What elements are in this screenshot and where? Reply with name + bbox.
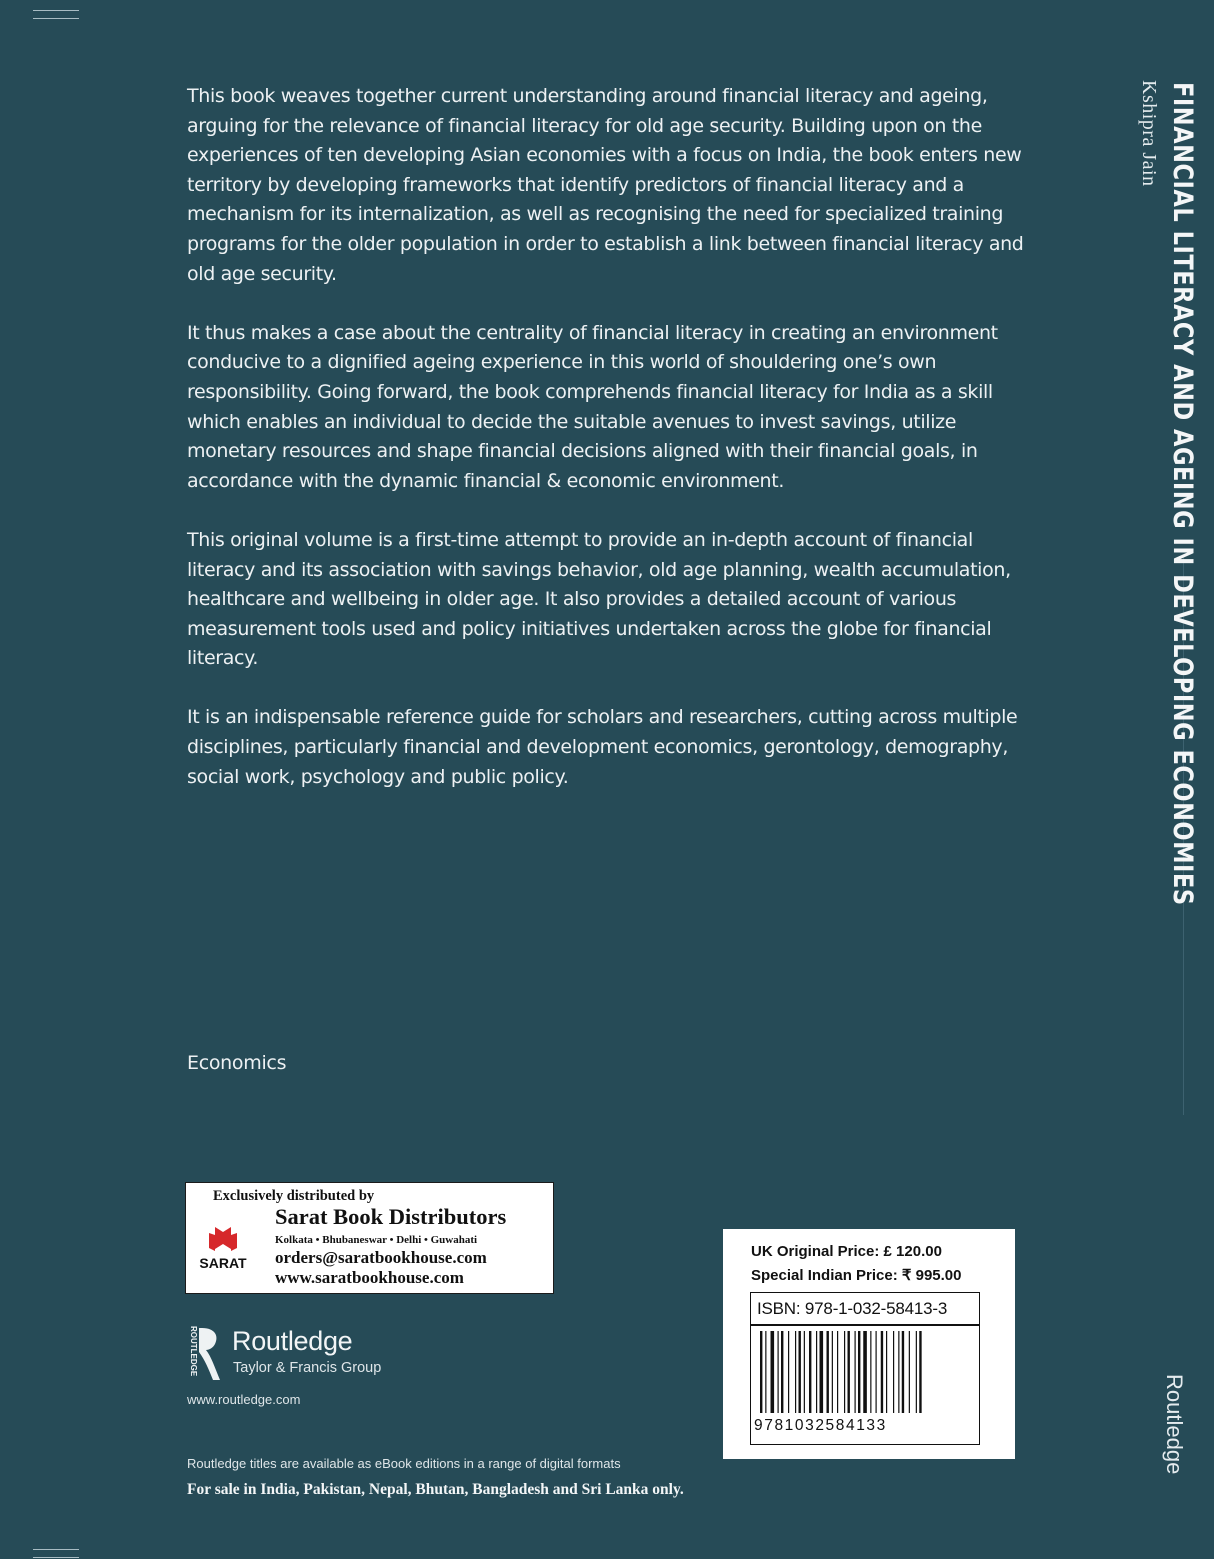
barcode-bar	[893, 1331, 894, 1413]
barcode-bar	[898, 1331, 899, 1413]
isbn-text: ISBN: 978-1-032-58413-3	[757, 1299, 948, 1318]
ebook-note: Routledge titles are available as eBook editions in a range of digital formats	[187, 1456, 621, 1471]
spine-author: Kshipra Jain	[1138, 80, 1160, 187]
barcode-bar	[804, 1331, 805, 1413]
routledge-logo-icon	[185, 1324, 221, 1382]
trim-mark-bottom	[33, 1549, 79, 1558]
routledge-vertical-mark: ROUTLEDGE	[189, 1326, 198, 1377]
barcode-bar	[855, 1331, 856, 1413]
barcode-bar	[765, 1331, 766, 1413]
barcode-bar	[809, 1331, 811, 1413]
barcode-bar	[863, 1331, 867, 1413]
barcode-bar	[788, 1331, 789, 1413]
publisher-name: Routledge	[232, 1326, 353, 1356]
distributor-email: orders@saratbookhouse.com	[275, 1248, 487, 1267]
barcode-bar	[876, 1331, 877, 1413]
barcode-bar	[902, 1331, 904, 1413]
barcode-icon	[758, 1331, 972, 1413]
barcode-bar	[832, 1331, 833, 1413]
trim-mark-top	[33, 10, 79, 19]
distributor-website: www.saratbookhouse.com	[275, 1268, 464, 1287]
back-cover-blurb	[187, 82, 1037, 822]
barcode-bar	[795, 1331, 796, 1413]
distributor-label	[185, 1182, 554, 1294]
barcode-bar	[881, 1331, 883, 1413]
price-sticker	[723, 1229, 1015, 1459]
blurb-paragraph: It thus makes a case about the centrality of financial literacy in creating an environment conducive to a dignified ageing experience in this world of shouldering one’s own responsibility. Going forward, the book comprehends financial literacy for India as a skill which enables an individual to decide the suitable avenues to invest savings, utilize monetary resources and shape financial decisions aligned with their financial goals, in accordance with the dynamic financial & economic environment.	[187, 321, 998, 492]
barcode-bar	[760, 1331, 762, 1413]
barcode-bar	[820, 1331, 824, 1413]
spine-title: FINANCIAL LITERACY AND AGEING IN DEVELOPING ECONOMIES	[1167, 82, 1198, 906]
barcode-digits: 9781032584133	[754, 1417, 887, 1434]
barcode-bar	[816, 1331, 817, 1413]
barcode-bar	[848, 1331, 850, 1413]
barcode-bar	[919, 1331, 921, 1413]
barcode-bar	[886, 1331, 887, 1413]
barcode-bar	[771, 1331, 775, 1413]
barcode-bar	[909, 1331, 910, 1413]
blurb-paragraph: It is an indispensable reference guide for scholars and researchers, cutting across multiple disciplines, particularly financial and development economics, gerontology, demography, social work, psychology and public policy.	[187, 706, 1018, 788]
distributor-cities: Kolkata • Bhubaneswar • Delhi • Guwahati	[275, 1234, 478, 1246]
barcode-bar	[781, 1331, 783, 1413]
barcode-bar	[916, 1331, 917, 1413]
publisher-url: www.routledge.com	[187, 1392, 301, 1407]
spine-publisher: Routledge	[1162, 1374, 1187, 1475]
barcode-bar	[837, 1331, 838, 1413]
indian-price: Special Indian Price: ₹ 995.00	[751, 1267, 962, 1284]
sarat-logo-icon	[193, 1221, 261, 1273]
sale-territory-note: For sale in India, Pakistan, Nepal, Bhutan, Bangladesh and Sri Lanka only.	[187, 1481, 684, 1498]
distributor-name: Sarat Book Distributors	[275, 1204, 507, 1229]
isbn-barcode-panel	[750, 1292, 980, 1445]
barcode-bar	[844, 1331, 845, 1413]
uk-price: UK Original Price: £ 120.00	[751, 1243, 942, 1260]
barcode-bar	[799, 1331, 801, 1413]
blurb-paragraph: This book weaves together current understanding around financial literacy and ageing, arguing for the relevance of financial literacy for old age security. Building upon on the experiences of ten developing Asian economies with a focus on India, the book enters new territory by developing frameworks that identify predictors of financial literacy and a mechanism for its internalization, as well as recognising the need for specialized training programs for the older population in order to establish a link between financial literacy and old age security.	[187, 85, 1024, 285]
subject-category: Economics	[187, 1052, 287, 1074]
barcode-bar	[858, 1331, 860, 1413]
barcode-bar	[827, 1331, 829, 1413]
barcode-bar	[778, 1331, 779, 1413]
distributor-exclusive-text: Exclusively distributed by	[213, 1188, 375, 1204]
publisher-group: Taylor & Francis Group	[233, 1360, 382, 1376]
isbn-divider	[751, 1324, 979, 1326]
blurb-paragraph: This original volume is a first-time attempt to provide an in-depth account of financial literacy and its association with savings behavior, old age planning, wealth accumulation, healthcare and wellbeing in older age. It also provides a detailed account of various measurement tools used and policy initiatives undertaken across the globe for financial literacy.	[187, 528, 1011, 670]
sarat-logo-text: SARAT	[199, 1255, 247, 1271]
barcode-bar	[870, 1331, 871, 1413]
